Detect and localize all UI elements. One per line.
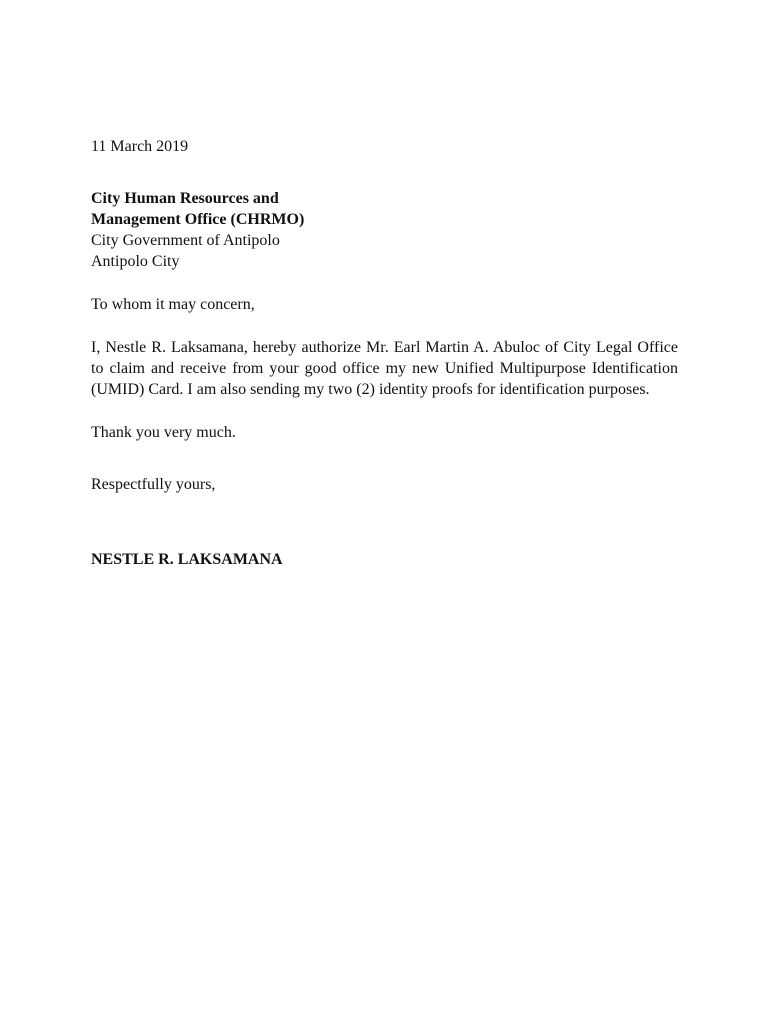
letter-date: 11 March 2019 <box>91 138 189 155</box>
letter-body: I, Nestle R. Laksamana, hereby authorize Mr. Earl Martin A. Abuloc of City Legal Office to claim and receive from your good office my new Unified Multipurpose Identification (UMID) Card. I am also sending my two (2) identity proofs for identification purposes. <box>91 339 678 398</box>
authorization-letter <box>91 136 678 570</box>
thanks-line: Thank you very much. <box>91 424 236 441</box>
signature-name: NESTLE R. LAKSAMANA <box>91 551 283 568</box>
recipient-address <box>91 188 678 272</box>
recipient-government: City Government of Antipolo <box>91 232 280 249</box>
closing: Respectfully yours, <box>91 476 216 493</box>
recipient-office-line-1: City Human Resources and <box>91 190 279 207</box>
recipient-city: Antipolo City <box>91 253 180 270</box>
recipient-office-line-2: Management Office (CHRMO) <box>91 211 305 228</box>
salutation: To whom it may concern, <box>91 296 255 313</box>
